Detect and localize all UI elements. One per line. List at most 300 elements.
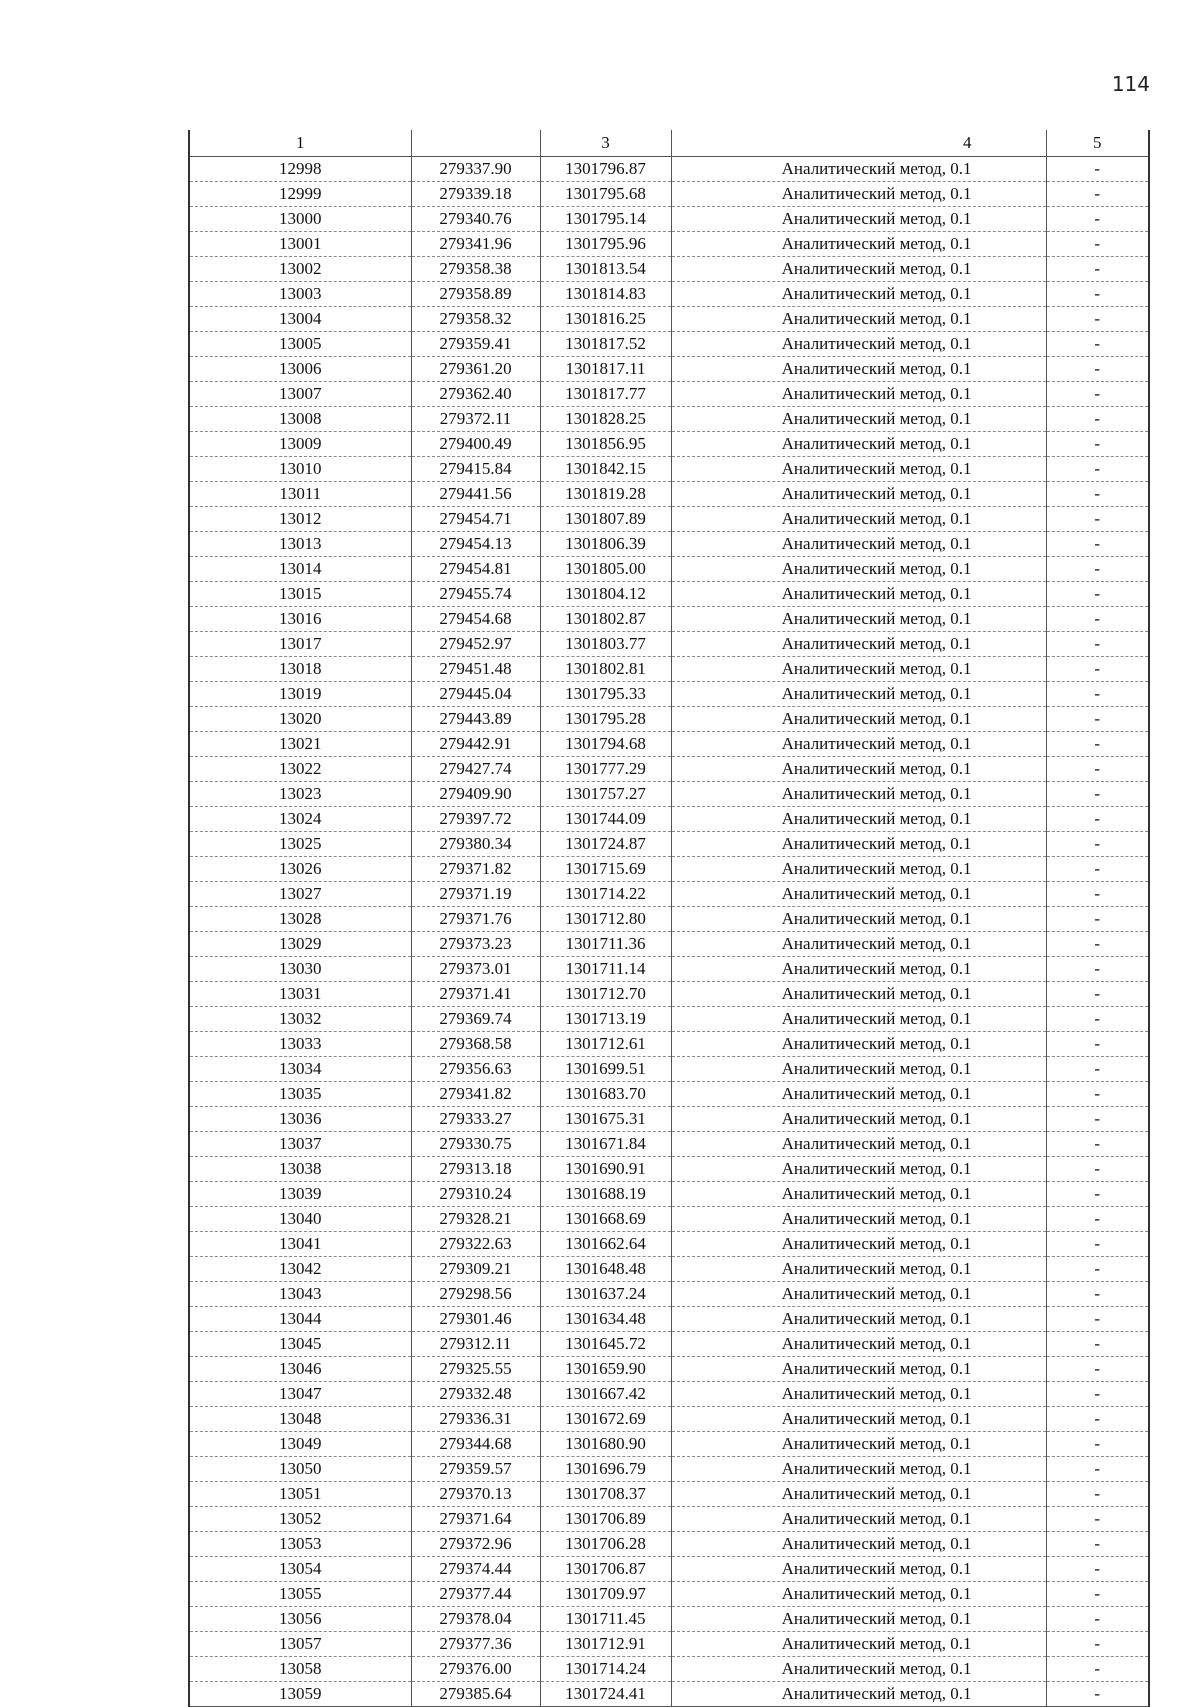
table-row bbox=[189, 957, 1149, 982]
method-cell: Аналитический метод, 0.1 bbox=[671, 1182, 1046, 1207]
y-coordinate-cell: 1301712.70 bbox=[540, 982, 671, 1007]
table-row bbox=[189, 882, 1149, 907]
table-row bbox=[189, 332, 1149, 357]
table-row bbox=[189, 1557, 1149, 1582]
note-cell: - bbox=[1046, 1382, 1149, 1407]
x-coordinate-cell: 279313.18 bbox=[411, 1157, 540, 1182]
point-number-cell: 13058 bbox=[189, 1657, 411, 1682]
point-number-cell: 13047 bbox=[189, 1382, 411, 1407]
method-cell: Аналитический метод, 0.1 bbox=[671, 1032, 1046, 1057]
point-number-cell: 13023 bbox=[189, 782, 411, 807]
y-coordinate-cell: 1301712.80 bbox=[540, 907, 671, 932]
y-coordinate-cell: 1301816.25 bbox=[540, 307, 671, 332]
point-number-cell: 13024 bbox=[189, 807, 411, 832]
note-cell: - bbox=[1046, 407, 1149, 432]
x-coordinate-cell: 279336.31 bbox=[411, 1407, 540, 1432]
point-number-cell: 13032 bbox=[189, 1007, 411, 1032]
page-number: 114 bbox=[1111, 72, 1150, 96]
method-cell: Аналитический метод, 0.1 bbox=[671, 1057, 1046, 1082]
point-number-cell: 13017 bbox=[189, 632, 411, 657]
y-coordinate-cell: 1301802.87 bbox=[540, 607, 671, 632]
table-row bbox=[189, 1332, 1149, 1357]
point-number-cell: 13049 bbox=[189, 1432, 411, 1457]
y-coordinate-cell: 1301795.14 bbox=[540, 207, 671, 232]
point-number-cell: 12998 bbox=[189, 157, 411, 182]
y-coordinate-cell: 1301856.95 bbox=[540, 432, 671, 457]
point-number-cell: 13014 bbox=[189, 557, 411, 582]
x-coordinate-cell: 279322.63 bbox=[411, 1232, 540, 1257]
y-coordinate-cell: 1301744.09 bbox=[540, 807, 671, 832]
table-row bbox=[189, 682, 1149, 707]
note-cell: - bbox=[1046, 257, 1149, 282]
method-cell: Аналитический метод, 0.1 bbox=[671, 332, 1046, 357]
x-coordinate-cell: 279427.74 bbox=[411, 757, 540, 782]
table-row bbox=[189, 307, 1149, 332]
point-number-cell: 13048 bbox=[189, 1407, 411, 1432]
point-number-cell: 13033 bbox=[189, 1032, 411, 1057]
method-cell: Аналитический метод, 0.1 bbox=[671, 507, 1046, 532]
y-coordinate-cell: 1301714.22 bbox=[540, 882, 671, 907]
table-row bbox=[189, 157, 1149, 182]
table-row bbox=[189, 557, 1149, 582]
table-row bbox=[189, 1607, 1149, 1632]
x-coordinate-cell: 279301.46 bbox=[411, 1307, 540, 1332]
method-cell: Аналитический метод, 0.1 bbox=[671, 732, 1046, 757]
table-row bbox=[189, 1232, 1149, 1257]
x-coordinate-cell: 279369.74 bbox=[411, 1007, 540, 1032]
method-cell: Аналитический метод, 0.1 bbox=[671, 932, 1046, 957]
y-coordinate-cell: 1301711.14 bbox=[540, 957, 671, 982]
note-cell: - bbox=[1046, 532, 1149, 557]
note-cell: - bbox=[1046, 1007, 1149, 1032]
x-coordinate-cell: 279371.82 bbox=[411, 857, 540, 882]
x-coordinate-cell: 279451.48 bbox=[411, 657, 540, 682]
note-cell: - bbox=[1046, 1557, 1149, 1582]
y-coordinate-cell: 1301777.29 bbox=[540, 757, 671, 782]
table-row bbox=[189, 1657, 1149, 1682]
table-row bbox=[189, 1132, 1149, 1157]
note-cell: - bbox=[1046, 807, 1149, 832]
table-row bbox=[189, 182, 1149, 207]
note-cell: - bbox=[1046, 382, 1149, 407]
note-cell: - bbox=[1046, 982, 1149, 1007]
point-number-cell: 13055 bbox=[189, 1582, 411, 1607]
table-row bbox=[189, 207, 1149, 232]
x-coordinate-cell: 279376.00 bbox=[411, 1657, 540, 1682]
table-row bbox=[189, 907, 1149, 932]
y-coordinate-cell: 1301802.81 bbox=[540, 657, 671, 682]
method-cell: Аналитический метод, 0.1 bbox=[671, 1507, 1046, 1532]
method-cell: Аналитический метод, 0.1 bbox=[671, 807, 1046, 832]
point-number-cell: 13018 bbox=[189, 657, 411, 682]
point-number-cell: 13011 bbox=[189, 482, 411, 507]
table-row bbox=[189, 282, 1149, 307]
method-cell: Аналитический метод, 0.1 bbox=[671, 1232, 1046, 1257]
point-number-cell: 13010 bbox=[189, 457, 411, 482]
table-row bbox=[189, 657, 1149, 682]
table-row bbox=[189, 982, 1149, 1007]
method-cell: Аналитический метод, 0.1 bbox=[671, 1432, 1046, 1457]
point-number-cell: 13001 bbox=[189, 232, 411, 257]
y-coordinate-cell: 1301688.19 bbox=[540, 1182, 671, 1207]
y-coordinate-cell: 1301712.61 bbox=[540, 1032, 671, 1057]
table-header-row bbox=[189, 130, 1149, 157]
y-coordinate-cell: 1301696.79 bbox=[540, 1457, 671, 1482]
table-row bbox=[189, 1357, 1149, 1382]
x-coordinate-cell: 279332.48 bbox=[411, 1382, 540, 1407]
method-cell: Аналитический метод, 0.1 bbox=[671, 1007, 1046, 1032]
table-row bbox=[189, 1157, 1149, 1182]
point-number-cell: 13039 bbox=[189, 1182, 411, 1207]
note-cell: - bbox=[1046, 1307, 1149, 1332]
method-cell: Аналитический метод, 0.1 bbox=[671, 1682, 1046, 1707]
method-cell: Аналитический метод, 0.1 bbox=[671, 1557, 1046, 1582]
y-coordinate-cell: 1301706.89 bbox=[540, 1507, 671, 1532]
table-row bbox=[189, 1582, 1149, 1607]
y-coordinate-cell: 1301795.96 bbox=[540, 232, 671, 257]
x-coordinate-cell: 279358.89 bbox=[411, 282, 540, 307]
y-coordinate-cell: 1301724.87 bbox=[540, 832, 671, 857]
y-coordinate-cell: 1301813.54 bbox=[540, 257, 671, 282]
note-cell: - bbox=[1046, 1082, 1149, 1107]
x-coordinate-cell: 279372.11 bbox=[411, 407, 540, 432]
table-row bbox=[189, 1682, 1149, 1707]
x-coordinate-cell: 279359.57 bbox=[411, 1457, 540, 1482]
x-coordinate-cell: 279377.44 bbox=[411, 1582, 540, 1607]
note-cell: - bbox=[1046, 232, 1149, 257]
note-cell: - bbox=[1046, 632, 1149, 657]
point-number-cell: 13002 bbox=[189, 257, 411, 282]
table-row bbox=[189, 1382, 1149, 1407]
x-coordinate-cell: 279441.56 bbox=[411, 482, 540, 507]
method-cell: Аналитический метод, 0.1 bbox=[671, 357, 1046, 382]
point-number-cell: 13050 bbox=[189, 1457, 411, 1482]
table-row bbox=[189, 1207, 1149, 1232]
y-coordinate-cell: 1301814.83 bbox=[540, 282, 671, 307]
point-number-cell: 13008 bbox=[189, 407, 411, 432]
point-number-cell: 13016 bbox=[189, 607, 411, 632]
x-coordinate-cell: 279373.01 bbox=[411, 957, 540, 982]
y-coordinate-cell: 1301806.39 bbox=[540, 532, 671, 557]
x-coordinate-cell: 279445.04 bbox=[411, 682, 540, 707]
note-cell: - bbox=[1046, 657, 1149, 682]
note-cell: - bbox=[1046, 432, 1149, 457]
note-cell: - bbox=[1046, 1632, 1149, 1657]
method-cell: Аналитический метод, 0.1 bbox=[671, 232, 1046, 257]
y-coordinate-cell: 1301645.72 bbox=[540, 1332, 671, 1357]
method-cell: Аналитический метод, 0.1 bbox=[671, 257, 1046, 282]
point-number-cell: 13042 bbox=[189, 1257, 411, 1282]
table-row bbox=[189, 582, 1149, 607]
x-coordinate-cell: 279359.41 bbox=[411, 332, 540, 357]
y-coordinate-cell: 1301842.15 bbox=[540, 457, 671, 482]
note-cell: - bbox=[1046, 732, 1149, 757]
point-number-cell: 13004 bbox=[189, 307, 411, 332]
point-number-cell: 13031 bbox=[189, 982, 411, 1007]
table-row bbox=[189, 757, 1149, 782]
note-cell: - bbox=[1046, 1407, 1149, 1432]
note-cell: - bbox=[1046, 182, 1149, 207]
y-coordinate-cell: 1301807.89 bbox=[540, 507, 671, 532]
note-cell: - bbox=[1046, 1582, 1149, 1607]
x-coordinate-cell: 279341.82 bbox=[411, 1082, 540, 1107]
note-cell: - bbox=[1046, 782, 1149, 807]
column-header-2 bbox=[411, 130, 540, 157]
method-cell: Аналитический метод, 0.1 bbox=[671, 1407, 1046, 1432]
table-row bbox=[189, 832, 1149, 857]
point-number-cell: 13035 bbox=[189, 1082, 411, 1107]
method-cell: Аналитический метод, 0.1 bbox=[671, 1457, 1046, 1482]
table-row bbox=[189, 232, 1149, 257]
x-coordinate-cell: 279333.27 bbox=[411, 1107, 540, 1132]
method-cell: Аналитический метод, 0.1 bbox=[671, 907, 1046, 932]
note-cell: - bbox=[1046, 482, 1149, 507]
x-coordinate-cell: 279368.58 bbox=[411, 1032, 540, 1057]
y-coordinate-cell: 1301709.97 bbox=[540, 1582, 671, 1607]
method-cell: Аналитический метод, 0.1 bbox=[671, 857, 1046, 882]
note-cell: - bbox=[1046, 557, 1149, 582]
column-header-5: 5 bbox=[1046, 130, 1149, 157]
method-cell: Аналитический метод, 0.1 bbox=[671, 282, 1046, 307]
x-coordinate-cell: 279380.34 bbox=[411, 832, 540, 857]
x-coordinate-cell: 279409.90 bbox=[411, 782, 540, 807]
point-number-cell: 13026 bbox=[189, 857, 411, 882]
note-cell: - bbox=[1046, 1032, 1149, 1057]
x-coordinate-cell: 279298.56 bbox=[411, 1282, 540, 1307]
note-cell: - bbox=[1046, 1457, 1149, 1482]
table-row bbox=[189, 1257, 1149, 1282]
table-row bbox=[189, 1407, 1149, 1432]
table-row bbox=[189, 1532, 1149, 1557]
method-cell: Аналитический метод, 0.1 bbox=[671, 632, 1046, 657]
method-cell: Аналитический метод, 0.1 bbox=[671, 832, 1046, 857]
point-number-cell: 13015 bbox=[189, 582, 411, 607]
method-cell: Аналитический метод, 0.1 bbox=[671, 157, 1046, 182]
y-coordinate-cell: 1301712.91 bbox=[540, 1632, 671, 1657]
x-coordinate-cell: 279373.23 bbox=[411, 932, 540, 957]
point-number-cell: 13020 bbox=[189, 707, 411, 732]
point-number-cell: 13005 bbox=[189, 332, 411, 357]
x-coordinate-cell: 279400.49 bbox=[411, 432, 540, 457]
x-coordinate-cell: 279370.13 bbox=[411, 1482, 540, 1507]
method-cell: Аналитический метод, 0.1 bbox=[671, 532, 1046, 557]
x-coordinate-cell: 279415.84 bbox=[411, 457, 540, 482]
method-cell: Аналитический метод, 0.1 bbox=[671, 1282, 1046, 1307]
point-number-cell: 13009 bbox=[189, 432, 411, 457]
table-row bbox=[189, 432, 1149, 457]
coordinates-table-container bbox=[188, 130, 1148, 1707]
x-coordinate-cell: 279310.24 bbox=[411, 1182, 540, 1207]
x-coordinate-cell: 279325.55 bbox=[411, 1357, 540, 1382]
table-row bbox=[189, 732, 1149, 757]
method-cell: Аналитический метод, 0.1 bbox=[671, 657, 1046, 682]
y-coordinate-cell: 1301757.27 bbox=[540, 782, 671, 807]
y-coordinate-cell: 1301795.33 bbox=[540, 682, 671, 707]
method-cell: Аналитический метод, 0.1 bbox=[671, 307, 1046, 332]
method-cell: Аналитический метод, 0.1 bbox=[671, 1482, 1046, 1507]
note-cell: - bbox=[1046, 607, 1149, 632]
point-number-cell: 13036 bbox=[189, 1107, 411, 1132]
point-number-cell: 13044 bbox=[189, 1307, 411, 1332]
x-coordinate-cell: 279372.96 bbox=[411, 1532, 540, 1557]
x-coordinate-cell: 279371.64 bbox=[411, 1507, 540, 1532]
y-coordinate-cell: 1301683.70 bbox=[540, 1082, 671, 1107]
note-cell: - bbox=[1046, 1657, 1149, 1682]
table-row bbox=[189, 1007, 1149, 1032]
note-cell: - bbox=[1046, 457, 1149, 482]
note-cell: - bbox=[1046, 582, 1149, 607]
y-coordinate-cell: 1301699.51 bbox=[540, 1057, 671, 1082]
y-coordinate-cell: 1301659.90 bbox=[540, 1357, 671, 1382]
y-coordinate-cell: 1301805.00 bbox=[540, 557, 671, 582]
y-coordinate-cell: 1301648.48 bbox=[540, 1257, 671, 1282]
table-row bbox=[189, 782, 1149, 807]
table-row bbox=[189, 457, 1149, 482]
note-cell: - bbox=[1046, 507, 1149, 532]
y-coordinate-cell: 1301828.25 bbox=[540, 407, 671, 432]
point-number-cell: 13052 bbox=[189, 1507, 411, 1532]
x-coordinate-cell: 279341.96 bbox=[411, 232, 540, 257]
note-cell: - bbox=[1046, 832, 1149, 857]
y-coordinate-cell: 1301795.68 bbox=[540, 182, 671, 207]
note-cell: - bbox=[1046, 1207, 1149, 1232]
note-cell: - bbox=[1046, 932, 1149, 957]
x-coordinate-cell: 279361.20 bbox=[411, 357, 540, 382]
table-row bbox=[189, 932, 1149, 957]
method-cell: Аналитический метод, 0.1 bbox=[671, 682, 1046, 707]
y-coordinate-cell: 1301803.77 bbox=[540, 632, 671, 657]
note-cell: - bbox=[1046, 1257, 1149, 1282]
coordinates-table bbox=[188, 130, 1150, 1707]
method-cell: Аналитический метод, 0.1 bbox=[671, 582, 1046, 607]
note-cell: - bbox=[1046, 332, 1149, 357]
table-row bbox=[189, 1082, 1149, 1107]
column-header-3: 3 bbox=[540, 130, 671, 157]
y-coordinate-cell: 1301804.12 bbox=[540, 582, 671, 607]
note-cell: - bbox=[1046, 1482, 1149, 1507]
x-coordinate-cell: 279358.38 bbox=[411, 257, 540, 282]
method-cell: Аналитический метод, 0.1 bbox=[671, 382, 1046, 407]
y-coordinate-cell: 1301819.28 bbox=[540, 482, 671, 507]
y-coordinate-cell: 1301817.52 bbox=[540, 332, 671, 357]
table-row bbox=[189, 257, 1149, 282]
y-coordinate-cell: 1301795.28 bbox=[540, 707, 671, 732]
method-cell: Аналитический метод, 0.1 bbox=[671, 432, 1046, 457]
y-coordinate-cell: 1301672.69 bbox=[540, 1407, 671, 1432]
note-cell: - bbox=[1046, 1107, 1149, 1132]
point-number-cell: 13056 bbox=[189, 1607, 411, 1632]
x-coordinate-cell: 279454.13 bbox=[411, 532, 540, 557]
note-cell: - bbox=[1046, 282, 1149, 307]
y-coordinate-cell: 1301706.28 bbox=[540, 1532, 671, 1557]
table-row bbox=[189, 1307, 1149, 1332]
y-coordinate-cell: 1301715.69 bbox=[540, 857, 671, 882]
x-coordinate-cell: 279344.68 bbox=[411, 1432, 540, 1457]
point-number-cell: 13003 bbox=[189, 282, 411, 307]
table-row bbox=[189, 1057, 1149, 1082]
note-cell: - bbox=[1046, 882, 1149, 907]
y-coordinate-cell: 1301662.64 bbox=[540, 1232, 671, 1257]
point-number-cell: 13053 bbox=[189, 1532, 411, 1557]
x-coordinate-cell: 279442.91 bbox=[411, 732, 540, 757]
point-number-cell: 13038 bbox=[189, 1157, 411, 1182]
x-coordinate-cell: 279374.44 bbox=[411, 1557, 540, 1582]
method-cell: Аналитический метод, 0.1 bbox=[671, 707, 1046, 732]
y-coordinate-cell: 1301708.37 bbox=[540, 1482, 671, 1507]
x-coordinate-cell: 279443.89 bbox=[411, 707, 540, 732]
y-coordinate-cell: 1301668.69 bbox=[540, 1207, 671, 1232]
point-number-cell: 13045 bbox=[189, 1332, 411, 1357]
note-cell: - bbox=[1046, 207, 1149, 232]
y-coordinate-cell: 1301817.77 bbox=[540, 382, 671, 407]
x-coordinate-cell: 279328.21 bbox=[411, 1207, 540, 1232]
method-cell: Аналитический метод, 0.1 bbox=[671, 1107, 1046, 1132]
note-cell: - bbox=[1046, 757, 1149, 782]
y-coordinate-cell: 1301817.11 bbox=[540, 357, 671, 382]
y-coordinate-cell: 1301714.24 bbox=[540, 1657, 671, 1682]
y-coordinate-cell: 1301634.48 bbox=[540, 1307, 671, 1332]
method-cell: Аналитический метод, 0.1 bbox=[671, 1607, 1046, 1632]
x-coordinate-cell: 279309.21 bbox=[411, 1257, 540, 1282]
method-cell: Аналитический метод, 0.1 bbox=[671, 1532, 1046, 1557]
note-cell: - bbox=[1046, 1182, 1149, 1207]
table-row bbox=[189, 407, 1149, 432]
note-cell: - bbox=[1046, 1057, 1149, 1082]
method-cell: Аналитический метод, 0.1 bbox=[671, 1332, 1046, 1357]
y-coordinate-cell: 1301667.42 bbox=[540, 1382, 671, 1407]
point-number-cell: 13043 bbox=[189, 1282, 411, 1307]
point-number-cell: 13028 bbox=[189, 907, 411, 932]
point-number-cell: 13054 bbox=[189, 1557, 411, 1582]
method-cell: Аналитический метод, 0.1 bbox=[671, 757, 1046, 782]
y-coordinate-cell: 1301690.91 bbox=[540, 1157, 671, 1182]
table-row bbox=[189, 1482, 1149, 1507]
x-coordinate-cell: 279371.76 bbox=[411, 907, 540, 932]
y-coordinate-cell: 1301675.31 bbox=[540, 1107, 671, 1132]
note-cell: - bbox=[1046, 1507, 1149, 1532]
point-number-cell: 13013 bbox=[189, 532, 411, 557]
table-row bbox=[189, 382, 1149, 407]
y-coordinate-cell: 1301680.90 bbox=[540, 1432, 671, 1457]
point-number-cell: 13057 bbox=[189, 1632, 411, 1657]
table-row bbox=[189, 1107, 1149, 1132]
x-coordinate-cell: 279358.32 bbox=[411, 307, 540, 332]
note-cell: - bbox=[1046, 907, 1149, 932]
x-coordinate-cell: 279455.74 bbox=[411, 582, 540, 607]
y-coordinate-cell: 1301794.68 bbox=[540, 732, 671, 757]
table-row bbox=[189, 1032, 1149, 1057]
x-coordinate-cell: 279312.11 bbox=[411, 1332, 540, 1357]
method-cell: Аналитический метод, 0.1 bbox=[671, 1632, 1046, 1657]
y-coordinate-cell: 1301796.87 bbox=[540, 157, 671, 182]
method-cell: Аналитический метод, 0.1 bbox=[671, 1582, 1046, 1607]
note-cell: - bbox=[1046, 1532, 1149, 1557]
method-cell: Аналитический метод, 0.1 bbox=[671, 957, 1046, 982]
method-cell: Аналитический метод, 0.1 bbox=[671, 207, 1046, 232]
method-cell: Аналитический метод, 0.1 bbox=[671, 1382, 1046, 1407]
table-row bbox=[189, 607, 1149, 632]
method-cell: Аналитический метод, 0.1 bbox=[671, 607, 1046, 632]
method-cell: Аналитический метод, 0.1 bbox=[671, 1257, 1046, 1282]
x-coordinate-cell: 279397.72 bbox=[411, 807, 540, 832]
x-coordinate-cell: 279385.64 bbox=[411, 1682, 540, 1707]
point-number-cell: 13040 bbox=[189, 1207, 411, 1232]
note-cell: - bbox=[1046, 357, 1149, 382]
note-cell: - bbox=[1046, 1232, 1149, 1257]
note-cell: - bbox=[1046, 1432, 1149, 1457]
table-row bbox=[189, 1182, 1149, 1207]
point-number-cell: 13000 bbox=[189, 207, 411, 232]
